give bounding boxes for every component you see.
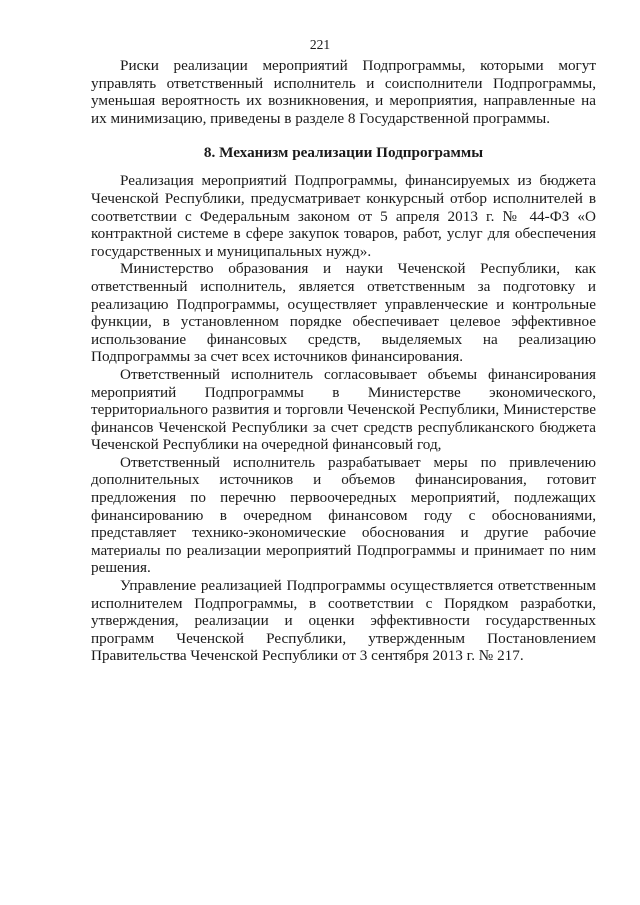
page-content (91, 57, 596, 665)
section-paragraph-2: Министерство образования и науки Чеченской Республики, как ответственный исполнитель, является ответственным за подготовку и реализацию Подпрограммы, осуществляет управленческие и контрольные функции, в установленном порядке обеспечивает целевое эффективное использование финансовых средств, выделяемых на реализацию Подпрограммы за счет всех источников финансирования. (91, 260, 596, 366)
intro-paragraph: Риски реализации мероприятий Подпрограммы, которыми могут управлять ответственный исполнитель и соисполнители Подпрограммы, уменьшая вероятность их возникновения, и мероприятия, направленные на их минимизацию, приведены в разделе 8 Государственной программы. (91, 57, 596, 127)
section-paragraph-3: Ответственный исполнитель согласовывает объемы финансирования мероприятий Подпрограммы в Министерстве экономического, территориального развития и торговли Чеченской Республики, Министерстве финансов Чеченской Республики за счет средств республиканского бюджета Чеченской Республики на очередной финансовый год, (91, 365, 596, 454)
page-number: 221 (309, 37, 331, 52)
section-paragraph-1: Реализация мероприятий Подпрограммы, финансируемых из бюджета Чеченской Республики, предусматривает конкурсный отбор исполнителей в соответствии с Федеральным законом от 5 апреля 2013 г. № 44-ФЗ «О контрактной системе в сфере закупок товаров, работ, услуг для обеспечения государственных и муниципальных нужд». (91, 172, 596, 260)
section-paragraph-5: Управление реализацией Подпрограммы осуществляется ответственным исполнителем Подпрограммы, в соответствии с Порядком разработки, утверждения, реализации и оценки эффективности государственных программ Чеченской Республики, утвержденным Постановлением Правительства Чеченской Республики от 3 сентября 2013 г. № 217. (91, 577, 596, 665)
section-title: 8. Механизм реализации Подпрограммы (203, 144, 484, 162)
section-paragraph-4: Ответственный исполнитель разрабатывает меры по привлечению дополнительных источников и объемов финансирования, готовит предложения по перечню первоочередных мероприятий, подлежащих финансированию в очередном финансовом году с обоснованиями, представляет технико-экономические обоснования и другие рабочие материалы по реализации мероприятий Подпрограммы и принимает по ним решения. (91, 453, 596, 577)
